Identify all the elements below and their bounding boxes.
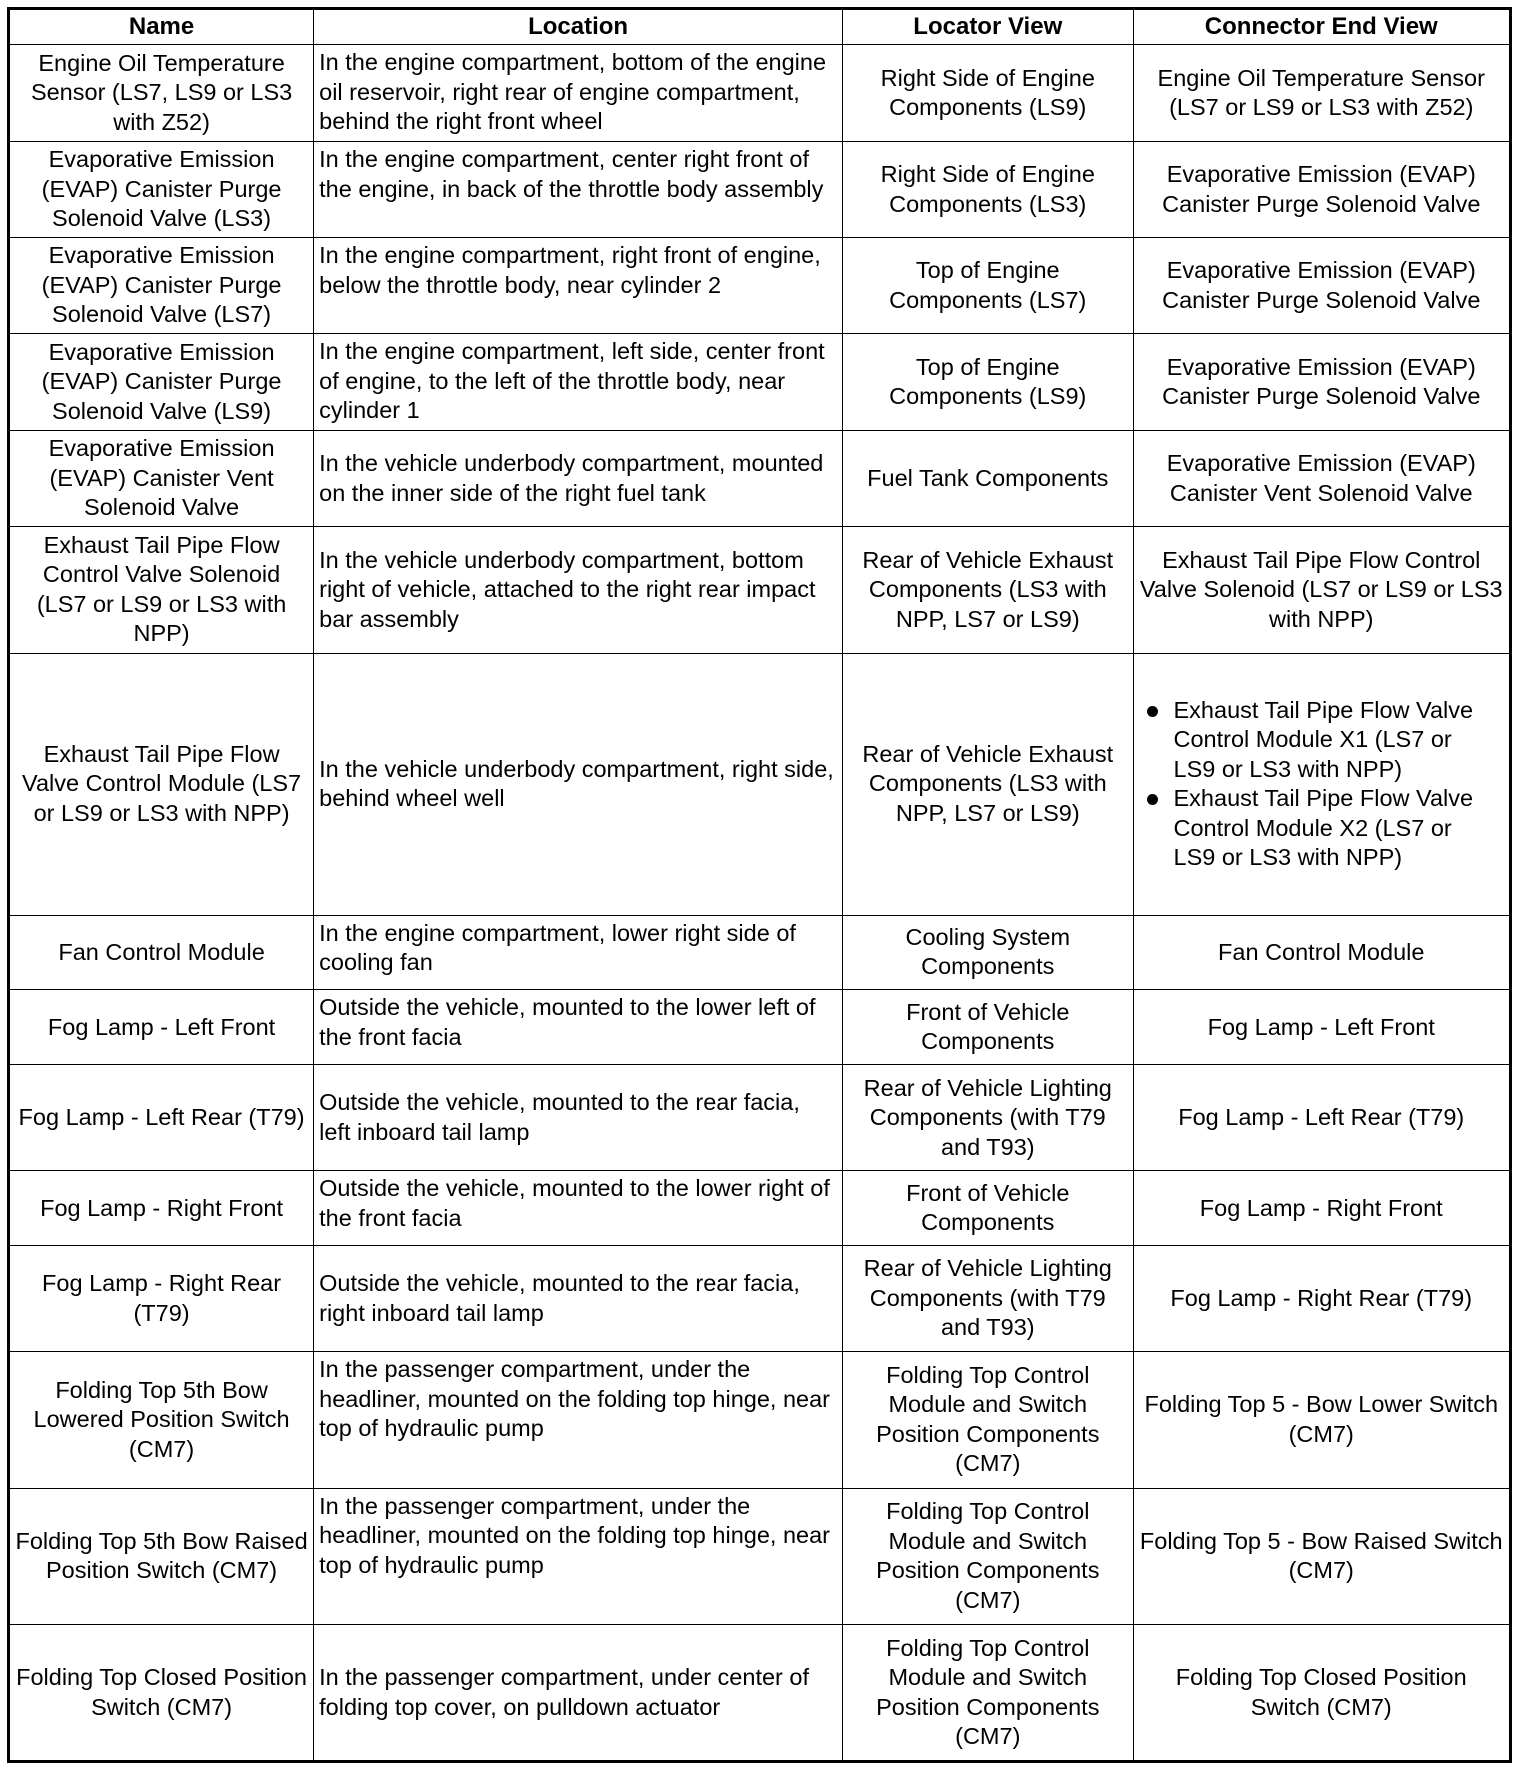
cell-name: Evaporative Emission (EVAP) Canister Purge Solenoid Valve (LS3)	[9, 142, 314, 238]
cell-connector-end-view: Engine Oil Temperature Sensor (LS7 or LS9 or LS3 with Z52)	[1133, 45, 1511, 142]
cell-location: In the vehicle underbody compartment, bottom right of vehicle, attached to the right rear impact bar assembly	[314, 527, 843, 653]
cell-locator-view: Top of Engine Components (LS9)	[843, 334, 1133, 431]
cell-connector-end-view: Fog Lamp - Left Rear (T79)	[1133, 1065, 1511, 1171]
cell-connector-end-view: Fog Lamp - Left Front	[1133, 990, 1511, 1065]
connector-bullet-list	[1139, 696, 1505, 873]
table-row	[9, 1488, 1511, 1625]
cell-connector-end-view: Folding Top 5 - Bow Lower Switch (CM7)	[1133, 1352, 1511, 1489]
cell-name: Evaporative Emission (EVAP) Canister Vent Solenoid Valve	[9, 431, 314, 527]
cell-location: In the passenger compartment, under center of folding top cover, on pulldown actuator	[314, 1625, 843, 1762]
cell-name: Exhaust Tail Pipe Flow Valve Control Module (LS7 or LS9 or LS3 with NPP)	[9, 653, 314, 915]
cell-locator-view: Folding Top Control Module and Switch Position Components (CM7)	[843, 1352, 1133, 1489]
cell-name: Fan Control Module	[9, 915, 314, 990]
cell-locator-view: Cooling System Components	[843, 915, 1133, 990]
cell-connector-end-view: Fan Control Module	[1133, 915, 1511, 990]
cell-name: Fog Lamp - Left Rear (T79)	[9, 1065, 314, 1171]
table-row	[9, 527, 1511, 653]
cell-locator-view: Rear of Vehicle Exhaust Components (LS3 with NPP, LS7 or LS9)	[843, 653, 1133, 915]
header-location: Location	[314, 9, 843, 45]
bullet-item: Exhaust Tail Pipe Flow Valve Control Module X1 (LS7 or LS9 or LS3 with NPP)	[1139, 696, 1499, 785]
table-row	[9, 334, 1511, 431]
table-row	[9, 431, 1511, 527]
header-row	[9, 9, 1511, 45]
table-row	[9, 45, 1511, 142]
header-connector-end-view: Connector End View	[1133, 9, 1511, 45]
cell-name: Folding Top 5th Bow Raised Position Switch (CM7)	[9, 1488, 314, 1625]
cell-connector-end-view: Evaporative Emission (EVAP) Canister Purge Solenoid Valve	[1133, 142, 1511, 238]
cell-name: Fog Lamp - Right Front	[9, 1171, 314, 1246]
cell-locator-view: Front of Vehicle Components	[843, 990, 1133, 1065]
table-row	[9, 915, 1511, 990]
cell-connector-end-view: Exhaust Tail Pipe Flow Control Valve Solenoid (LS7 or LS9 or LS3 with NPP)	[1133, 527, 1511, 653]
table-row	[9, 1065, 1511, 1171]
cell-name: Engine Oil Temperature Sensor (LS7, LS9 or LS3 with Z52)	[9, 45, 314, 142]
cell-locator-view: Folding Top Control Module and Switch Position Components (CM7)	[843, 1488, 1133, 1625]
table-row	[9, 1352, 1511, 1489]
table-row	[9, 1246, 1511, 1352]
header-name: Name	[9, 9, 314, 45]
cell-locator-view: Top of Engine Components (LS7)	[843, 238, 1133, 334]
cell-locator-view: Fuel Tank Components	[843, 431, 1133, 527]
cell-location: Outside the vehicle, mounted to the rear facia, right inboard tail lamp	[314, 1246, 843, 1352]
cell-location: In the passenger compartment, under the headliner, mounted on the folding top hinge, near top of hydraulic pump	[314, 1352, 843, 1489]
cell-location: In the vehicle underbody compartment, right side, behind wheel well	[314, 653, 843, 915]
cell-locator-view: Rear of Vehicle Exhaust Components (LS3 with NPP, LS7 or LS9)	[843, 527, 1133, 653]
cell-location: Outside the vehicle, mounted to the lower right of the front facia	[314, 1171, 843, 1246]
cell-connector-end-view: Folding Top 5 - Bow Raised Switch (CM7)	[1133, 1488, 1511, 1625]
cell-location: In the engine compartment, bottom of the engine oil reservoir, right rear of engine compartment, behind the right front wheel	[314, 45, 843, 142]
cell-connector-end-view: Fog Lamp - Right Rear (T79)	[1133, 1246, 1511, 1352]
cell-name: Evaporative Emission (EVAP) Canister Purge Solenoid Valve (LS7)	[9, 238, 314, 334]
cell-locator-view: Folding Top Control Module and Switch Position Components (CM7)	[843, 1625, 1133, 1762]
cell-name: Folding Top 5th Bow Lowered Position Switch (CM7)	[9, 1352, 314, 1489]
cell-location: In the passenger compartment, under the headliner, mounted on the folding top hinge, near top of hydraulic pump	[314, 1488, 843, 1625]
cell-location: In the engine compartment, left side, center front of engine, to the left of the throttle body, near cylinder 1	[314, 334, 843, 431]
cell-location: In the vehicle underbody compartment, mounted on the inner side of the right fuel tank	[314, 431, 843, 527]
cell-name: Fog Lamp - Left Front	[9, 990, 314, 1065]
cell-name: Fog Lamp - Right Rear (T79)	[9, 1246, 314, 1352]
cell-location: In the engine compartment, center right front of the engine, in back of the throttle body assembly	[314, 142, 843, 238]
cell-connector-end-view	[1133, 653, 1511, 915]
cell-name: Evaporative Emission (EVAP) Canister Purge Solenoid Valve (LS9)	[9, 334, 314, 431]
cell-locator-view: Right Side of Engine Components (LS9)	[843, 45, 1133, 142]
table-row	[9, 142, 1511, 238]
cell-location: Outside the vehicle, mounted to the lower left of the front facia	[314, 990, 843, 1065]
cell-locator-view: Rear of Vehicle Lighting Components (with T79 and T93)	[843, 1065, 1133, 1171]
cell-connector-end-view: Fog Lamp - Right Front	[1133, 1171, 1511, 1246]
cell-connector-end-view: Evaporative Emission (EVAP) Canister Purge Solenoid Valve	[1133, 334, 1511, 431]
cell-locator-view: Right Side of Engine Components (LS3)	[843, 142, 1133, 238]
bullet-item: Exhaust Tail Pipe Flow Valve Control Module X2 (LS7 or LS9 or LS3 with NPP)	[1139, 784, 1499, 873]
table-row	[9, 1625, 1511, 1762]
header-locator-view: Locator View	[843, 9, 1133, 45]
component-locator-table	[7, 7, 1512, 1763]
cell-locator-view: Front of Vehicle Components	[843, 1171, 1133, 1246]
table-row	[9, 990, 1511, 1065]
table-row	[9, 1171, 1511, 1246]
table-row	[9, 238, 1511, 334]
cell-connector-end-view: Folding Top Closed Position Switch (CM7)	[1133, 1625, 1511, 1762]
cell-connector-end-view: Evaporative Emission (EVAP) Canister Purge Solenoid Valve	[1133, 238, 1511, 334]
cell-location: In the engine compartment, right front of engine, below the throttle body, near cylinder 2	[314, 238, 843, 334]
cell-name: Exhaust Tail Pipe Flow Control Valve Solenoid (LS7 or LS9 or LS3 with NPP)	[9, 527, 314, 653]
cell-location: In the engine compartment, lower right side of cooling fan	[314, 915, 843, 990]
table-row	[9, 653, 1511, 915]
cell-connector-end-view: Evaporative Emission (EVAP) Canister Vent Solenoid Valve	[1133, 431, 1511, 527]
cell-location: Outside the vehicle, mounted to the rear facia, left inboard tail lamp	[314, 1065, 843, 1171]
cell-name: Folding Top Closed Position Switch (CM7)	[9, 1625, 314, 1762]
cell-locator-view: Rear of Vehicle Lighting Components (with T79 and T93)	[843, 1246, 1133, 1352]
